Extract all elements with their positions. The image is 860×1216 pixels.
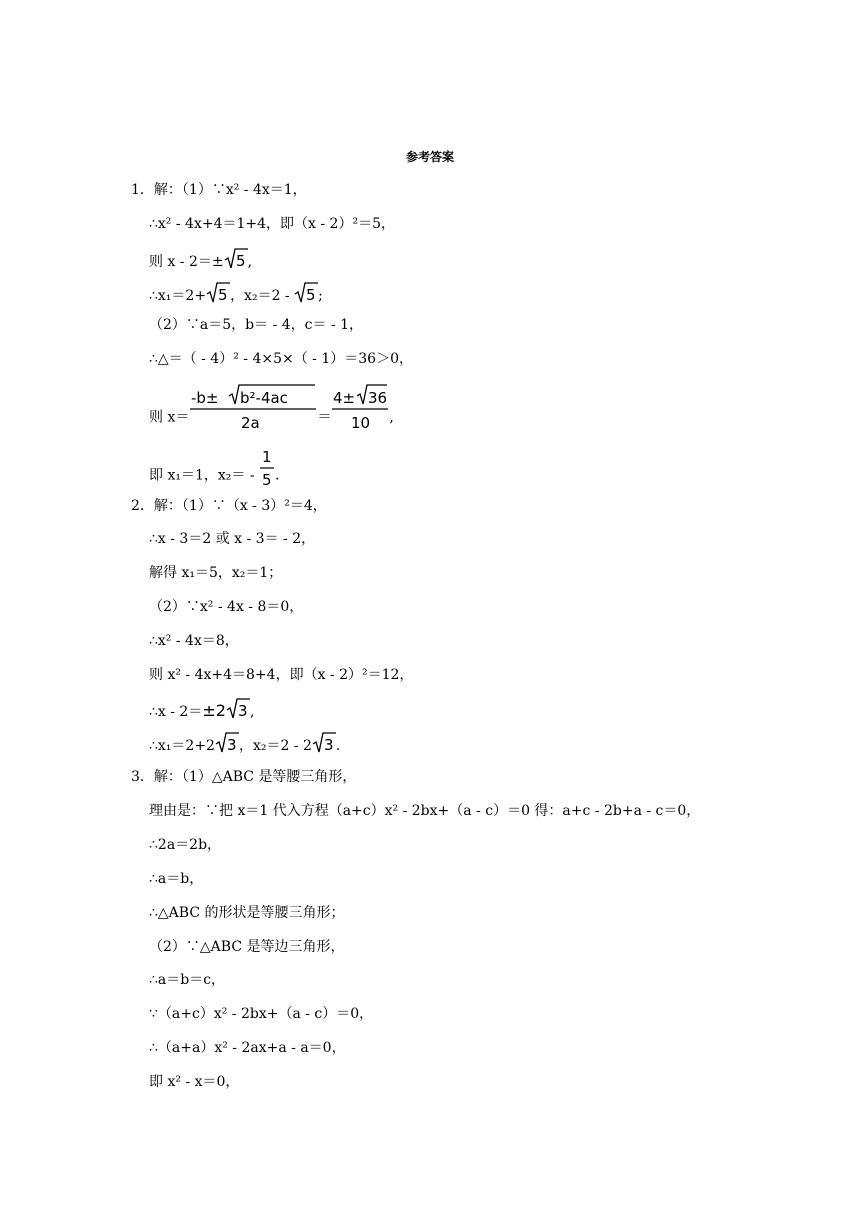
q3-line-2: 理由是：∵把 x＝1 代入方程（a+c）x² - 2bx+（a - c）＝0 得：a+c - 2b+a - c＝0， (149, 803, 701, 819)
q2-line-6: 则 x² - 4x+4＝8+4，即（x - 2）²＝12， (149, 667, 414, 683)
q1-line-4 (149, 281, 323, 311)
q1-line-8-post: . (275, 467, 280, 484)
svg-text:2a: 2a (241, 414, 261, 432)
q2-line-7-post: , (249, 704, 255, 720)
q1-line-5: （2）∵a＝5，b＝ - 4，c＝ - 1， (149, 317, 364, 333)
q2-line-8-post: . (335, 738, 341, 754)
q1-line-6: ∴△＝（ - 4）² - 4×5×（ - 1）＝36＞0， (149, 351, 413, 367)
q1-line-2: ∴x² - 4x+4＝1+4，即（x - 2）²＝5， (149, 216, 395, 232)
q3-line-7: ∴a＝b＝c， (149, 972, 226, 988)
q3-line-8: ∵（a+c）x² - 2bx+（a - c）＝0， (149, 1006, 374, 1022)
q2-line-7-coef: ±2 (202, 701, 226, 720)
svg-text:5: 5 (218, 286, 228, 304)
svg-text:36: 36 (368, 389, 388, 407)
q3-line-3: ∴2a＝2b， (149, 837, 222, 853)
q1-line-8 (149, 444, 279, 490)
q2-line-8-mid: ，x₂＝2 - 2 (238, 738, 312, 754)
q2-line-8-pre: ∴x₁＝2+2 (149, 738, 215, 754)
q1-line-8-pre: 即 x₁＝1，x₂＝ - (149, 467, 260, 484)
svg-text:3: 3 (323, 736, 334, 754)
q1-line-7-post: , (389, 409, 394, 426)
quadratic-formula-fraction (189, 383, 317, 452)
q2-line-2: ∴x - 3＝2 或 x - 3＝ - 2， (149, 531, 316, 547)
q2-line-7 (149, 697, 254, 727)
q3-line-6: （2）∵△ABC 是等边三角形， (149, 939, 345, 955)
sqrt-3-radical (312, 731, 336, 761)
svg-text:5: 5 (306, 286, 316, 304)
q3-line-5: ∴△ABC 的形状是等腰三角形； (149, 905, 345, 921)
q2-line-8 (149, 731, 340, 761)
q2-line-1: 2．解：（1）∵（x - 3）²＝4， (131, 498, 327, 514)
q2-line-3: 解得 x₁＝5，x₂＝1； (149, 565, 283, 581)
q1-line-1: 1．解：（1）∵x² - 4x＝1， (131, 182, 307, 198)
q1-line-7-eq: ＝ (317, 409, 332, 426)
q2-line-7-pre: ∴x - 2＝ (149, 704, 203, 720)
svg-text:-b±: -b± (191, 389, 219, 407)
svg-text:10: 10 (351, 414, 371, 432)
q3-line-10: 即 x² - x＝0， (149, 1074, 240, 1090)
svg-text:4±: 4± (333, 389, 356, 407)
q1-line-4-pre: ∴x₁＝2+ (149, 288, 207, 304)
sqrt-5-radical (224, 247, 248, 277)
q3-line-9: ∴（a+a）x² - 2ax+a - a＝0， (149, 1040, 346, 1056)
svg-text:b²-4ac: b²-4ac (240, 389, 289, 407)
svg-text:5: 5 (235, 252, 246, 270)
svg-text:5: 5 (262, 471, 272, 488)
q1-line-4-mid: ，x₂＝2 - (230, 288, 295, 304)
numeric-fraction (331, 383, 389, 452)
sqrt-5-radical (206, 281, 230, 311)
q2-line-5: ∴x² - 4x＝8， (149, 633, 239, 649)
q3-line-1: 3．解：（1）△ABC 是等腰三角形， (131, 769, 357, 785)
q3-line-4: ∴a＝b， (149, 871, 204, 887)
q1-line-3-pre: 则 x - 2＝± (149, 254, 224, 270)
sqrt-5-radical (294, 281, 318, 311)
page-title: 参考答案 (405, 150, 454, 164)
svg-text:1: 1 (262, 448, 272, 466)
sqrt-3-radical (226, 697, 250, 727)
q1-line-4-post: ; (318, 288, 323, 304)
svg-text:3: 3 (226, 736, 237, 754)
q1-line-7-pre: 则 x＝ (149, 409, 190, 426)
q1-line-3 (149, 247, 252, 277)
sqrt-3-radical (215, 731, 239, 761)
svg-text:3: 3 (237, 702, 248, 720)
q1-line-3-post: , (247, 254, 253, 270)
q1-line-7 (149, 383, 394, 433)
q2-line-4: （2）∵x² - 4x - 8＝0， (149, 599, 304, 615)
